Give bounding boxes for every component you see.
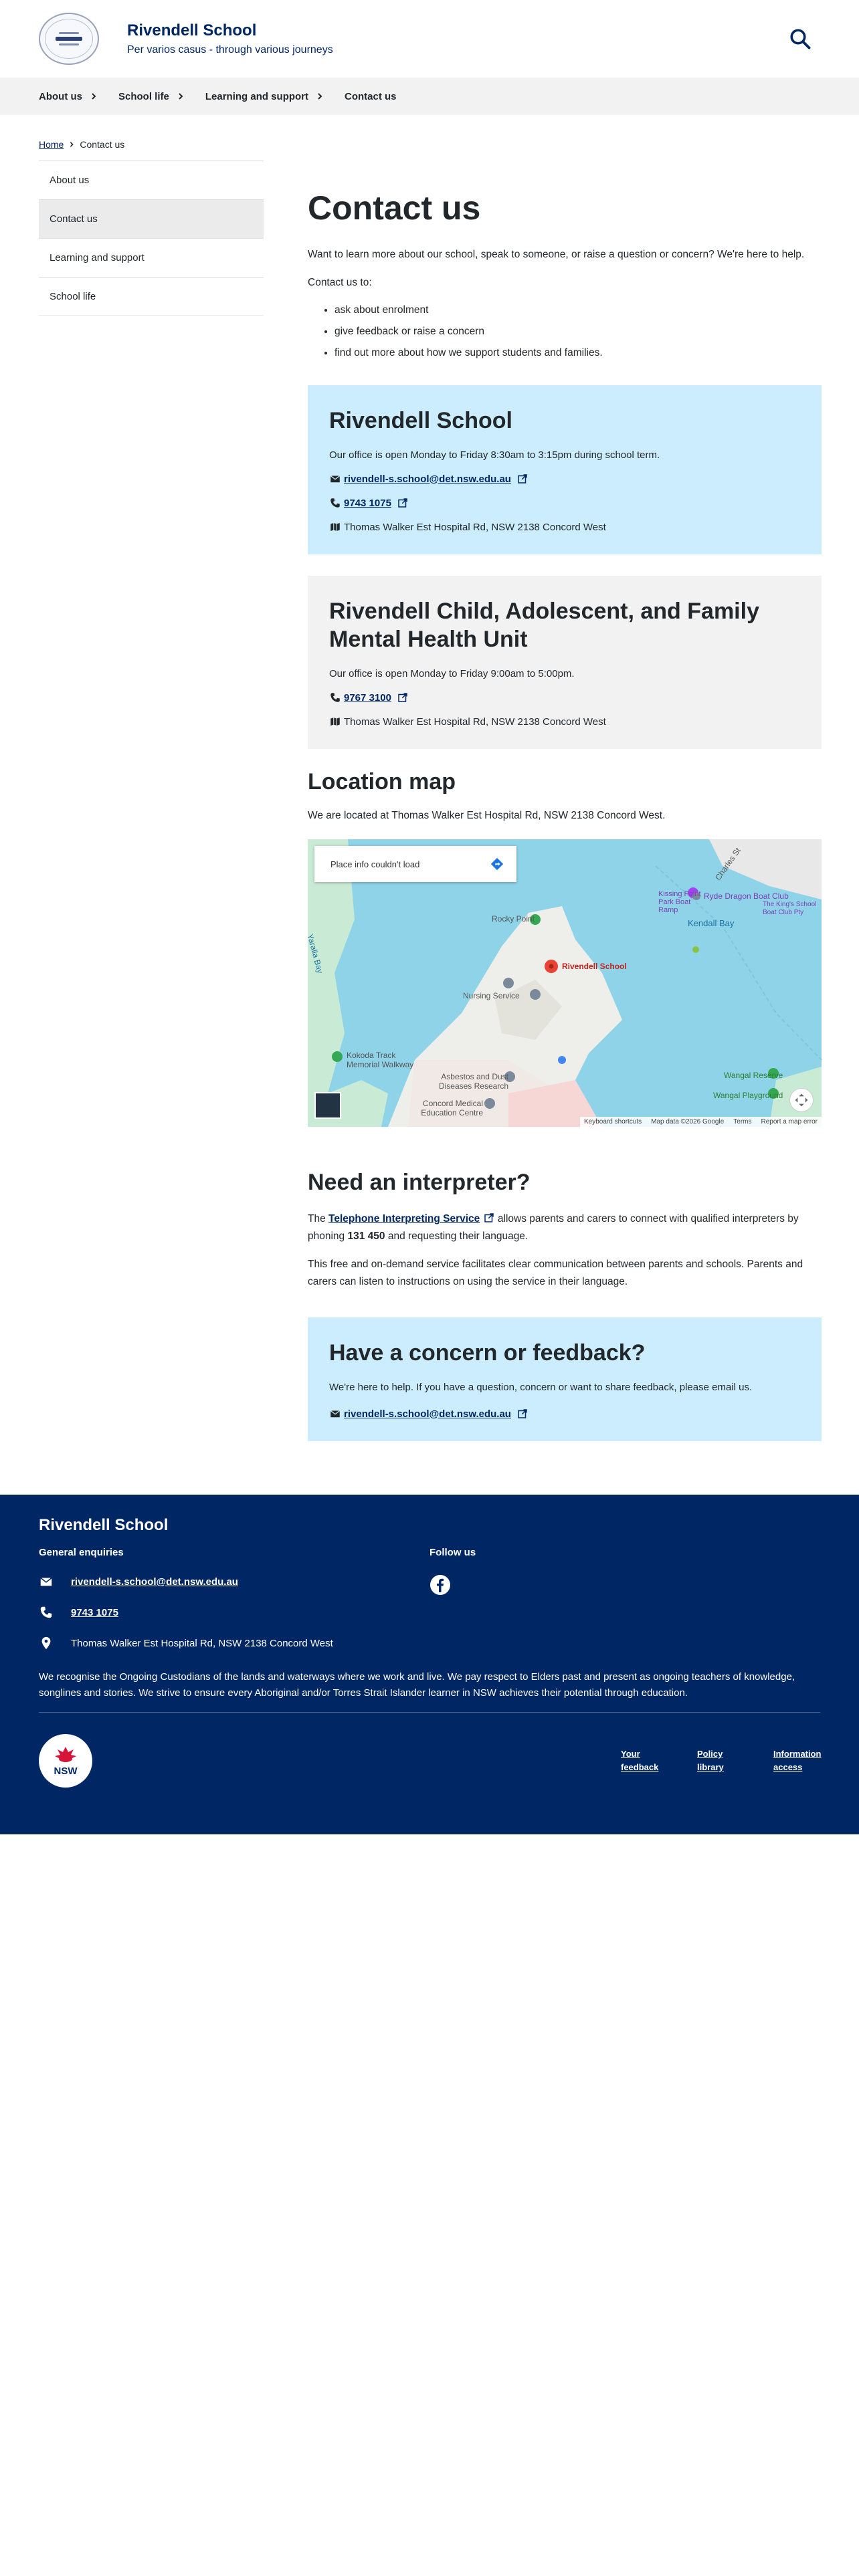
external-link-icon <box>516 1408 529 1420</box>
footer-link-policy-library[interactable]: Policy library <box>697 1749 724 1772</box>
mail-icon <box>329 473 341 485</box>
interpreter-title: Need an interpreter? <box>308 1170 531 1195</box>
chevron-right-icon <box>316 93 323 100</box>
footer-divider <box>39 1712 820 1713</box>
email-row <box>329 1408 800 1420</box>
email-row <box>329 473 800 485</box>
concern-text: We're here to help. If you have a question, concern or want to share feedback, please email us. <box>329 1382 753 1393</box>
footer-heading: Follow us <box>430 1547 476 1558</box>
map-footer-text: Map data ©2026 Google <box>651 1118 725 1125</box>
map-label: Kokoda Track Memorial Walkway <box>347 1051 414 1069</box>
location-text: We are located at Thomas Walker Est Hospital Rd, NSW 2138 Concord West. <box>308 810 666 821</box>
map-label: Concord Medical Education Centre <box>421 1099 483 1117</box>
school-phone-link[interactable]: 9743 1075 <box>344 497 391 509</box>
list-item: • ask about enrolment <box>335 300 822 321</box>
phone-icon <box>329 497 341 509</box>
nsw-logo[interactable] <box>39 1734 92 1788</box>
external-link-icon <box>397 497 409 509</box>
map-label: Wangal Reserve <box>724 1071 783 1080</box>
facebook-icon[interactable] <box>430 1574 451 1596</box>
nav-item-label: School life <box>118 90 169 102</box>
map-footer-link[interactable]: Terms <box>733 1118 752 1125</box>
footer-link-your-feedback[interactable]: Your feedback <box>621 1749 659 1772</box>
map-canvas <box>308 839 822 1127</box>
intro-text: Want to learn more about our school, speak to someone, or raise a question or concern? We're here to help. <box>308 249 805 260</box>
acknowledgement-of-country: We recognise the Ongoing Custodians of the lands and waterways where we work and live. We pay respect to Elders past and present as ongoing teachers of knowledge, songlines and stories. We strive to ensure every Aboriginal and/or Torres Strait Islander learner in NSW achieves their potential through education. <box>39 1671 795 1699</box>
external-link-icon <box>516 473 529 485</box>
list-item: • give feedback or raise a concern <box>335 321 822 342</box>
map-icon <box>329 521 341 533</box>
office-hours: Our office is open Monday to Friday 9:00am to 5:00pm. <box>329 668 575 679</box>
school-logo[interactable] <box>39 13 99 65</box>
footer-contact-column <box>39 1547 430 1650</box>
text-fragment: allows parents and carers to connect with qualified interpreters by phoning <box>308 1213 799 1242</box>
reasons-list <box>335 300 822 364</box>
footer-links <box>621 1747 820 1774</box>
map-label: Kissing Point Park Boat Ramp <box>658 890 701 914</box>
fullscreen-icon[interactable] <box>789 1088 814 1112</box>
card-title: Rivendell School <box>329 408 512 433</box>
nsw-logo-text: NSW <box>54 1765 78 1777</box>
map-label: Asbestos and Dust Diseases Research <box>438 1072 508 1091</box>
map-label: Charles St <box>713 846 743 882</box>
phone-icon <box>329 691 341 704</box>
concern-email-link[interactable]: rivendell-s.school@det.nsw.edu.au <box>344 1408 511 1420</box>
nav-item-school-life[interactable] <box>118 91 184 102</box>
map-label: Nursing Service <box>463 991 520 1000</box>
sidebar-item-school-life[interactable]: School life <box>39 277 264 316</box>
school-email-link[interactable]: rivendell-s.school@det.nsw.edu.au <box>344 473 511 485</box>
map-label: The King's School Boat Club Pty <box>763 901 817 916</box>
map-icon <box>329 716 341 728</box>
unit-address: Thomas Walker Est Hospital Rd, NSW 2138 Concord West <box>344 716 606 728</box>
footer-school-name: Rivendell School <box>39 1516 169 1534</box>
map-layer-toggle[interactable] <box>314 1092 341 1119</box>
brand[interactable] <box>127 21 333 56</box>
nav-item-label: About us <box>39 90 82 102</box>
footer-bottom <box>39 1734 820 1788</box>
chevron-right-icon <box>90 93 97 100</box>
breadcrumb-home-link[interactable]: Home <box>39 139 64 150</box>
footer-columns <box>39 1547 820 1650</box>
external-link-icon <box>397 691 409 704</box>
unit-contact-card <box>308 576 822 749</box>
map-label: Rivendell School <box>562 962 627 971</box>
list-item: • find out more about how we support students and families. <box>335 342 822 364</box>
office-hours: Our office is open Monday to Friday 8:30am to 3:15pm during school term. <box>329 449 660 461</box>
school-contact-card <box>308 385 822 554</box>
school-tagline: Per varios casus - through various journeys <box>127 44 333 56</box>
address-row <box>329 521 800 533</box>
map-label: Ryde Dragon Boat Club <box>704 891 789 901</box>
mail-icon <box>39 1574 54 1589</box>
side-nav <box>39 160 264 1441</box>
site-footer <box>0 1495 859 1834</box>
address-row <box>329 716 800 728</box>
location-pin-icon <box>39 1636 54 1650</box>
map-label: Kendall Bay <box>688 918 735 928</box>
phone-icon <box>39 1605 54 1620</box>
phone-row <box>329 691 800 704</box>
nav-item-about-us[interactable] <box>39 91 97 102</box>
map-label: Rocky Point <box>492 914 535 924</box>
card-title: Have a concern or feedback? <box>329 1340 646 1366</box>
footer-email-row <box>39 1574 430 1589</box>
contact-lead: Contact us to: <box>308 277 372 288</box>
footer-phone-link[interactable]: 9743 1075 <box>71 1606 118 1618</box>
interpreter-text <box>308 1210 822 1245</box>
nav-item-learning-and-support[interactable] <box>205 91 323 102</box>
map-footer-link[interactable]: Keyboard shortcuts <box>583 1118 642 1125</box>
map-footer-link[interactable]: Report a map error <box>761 1118 818 1125</box>
footer-social-column <box>430 1547 820 1650</box>
footer-address: Thomas Walker Est Hospital Rd, NSW 2138 Concord West <box>71 1637 333 1649</box>
telephone-interpreting-link[interactable]: Telephone Interpreting Service <box>328 1213 480 1224</box>
unit-phone-link[interactable]: 9767 3100 <box>344 691 391 704</box>
footer-heading: General enquiries <box>39 1547 124 1558</box>
mail-icon <box>329 1408 341 1420</box>
external-link-icon <box>483 1212 495 1224</box>
map-footer <box>580 1117 822 1127</box>
nav-item-label: Contact us <box>345 90 397 102</box>
location-map[interactable] <box>305 839 822 1127</box>
footer-email-link[interactable]: rivendell-s.school@det.nsw.edu.au <box>71 1576 238 1588</box>
interpreter-number: 131 450 <box>347 1230 385 1242</box>
chevron-right-icon <box>177 93 184 100</box>
map-popup-text: Place info couldn't load <box>330 859 420 869</box>
school-address: Thomas Walker Est Hospital Rd, NSW 2138 Concord West <box>344 521 606 533</box>
site-header <box>0 0 859 78</box>
school-name: Rivendell School <box>127 21 257 39</box>
search-icon[interactable] <box>788 27 812 51</box>
breadcrumb <box>0 139 859 150</box>
waratah-icon <box>54 1745 78 1765</box>
text-fragment: The <box>308 1213 326 1224</box>
map-info-popup <box>314 846 516 882</box>
main-nav <box>0 78 859 115</box>
location-title: Location map <box>308 769 456 794</box>
footer-address-row <box>39 1636 430 1650</box>
page-layout <box>0 160 859 1441</box>
nav-item-contact-us[interactable] <box>345 91 397 102</box>
interpreter-text-2: This free and on-demand service facilitates clear communication between parents and schools. Parents and carers can listen to instructions on using the service in their language. <box>308 1259 803 1287</box>
footer-link-information-access[interactable]: Information access <box>773 1749 822 1772</box>
page-title: Contact us <box>308 189 481 227</box>
footer-phone-row <box>39 1605 430 1620</box>
card-title: Rivendell Child, Adolescent, and Family Mental Health Unit <box>329 599 759 652</box>
main-content <box>305 160 822 1441</box>
sidebar-item-about-us[interactable]: About us <box>39 160 264 199</box>
breadcrumb-current: Contact us <box>80 139 125 150</box>
chevron-right-icon <box>69 142 74 147</box>
nav-item-label: Learning and support <box>205 90 309 102</box>
concern-card <box>308 1317 822 1441</box>
phone-row <box>329 497 800 509</box>
map-label: Yaralla Bay <box>305 933 325 975</box>
directions-icon[interactable] <box>490 857 504 871</box>
sidebar-item-contact-us[interactable]: Contact us <box>39 199 264 238</box>
map-label: Wangal Playground <box>713 1091 783 1100</box>
sidebar-item-learning-and-support[interactable]: Learning and support <box>39 238 264 277</box>
text-fragment: and requesting their language. <box>387 1230 529 1242</box>
